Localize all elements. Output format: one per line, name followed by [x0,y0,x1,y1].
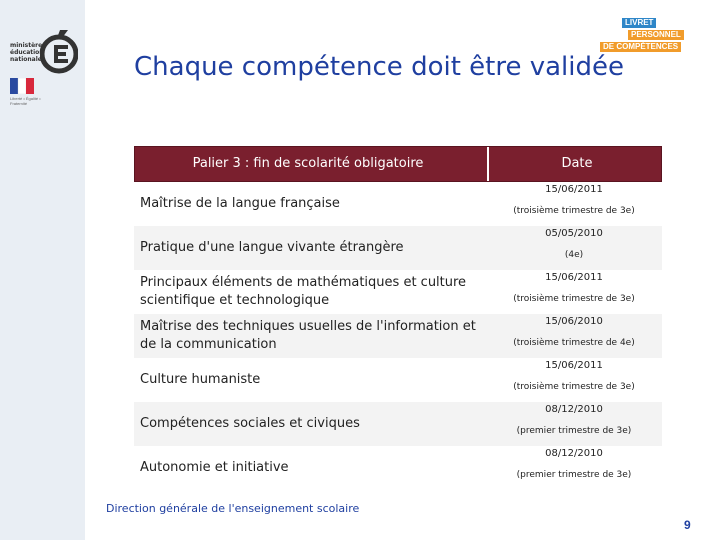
row-date: 15/06/2011 [545,184,603,195]
page-title: Chaque compétence doit être validée [134,52,624,82]
row-label: Pratique d'une langue vivante étrangère [140,240,404,255]
row-label: Maîtrise de la langue française [140,196,340,211]
row-label: Compétences sociales et civiques [140,416,360,431]
table-row [134,182,662,226]
row-date-cell [486,402,662,446]
table-row [134,226,662,270]
row-note: (4e) [564,250,584,260]
page-number: 9 [684,518,691,532]
row-note: (premier trimestre de 3e) [516,470,632,480]
table-row [134,270,662,314]
e-icon [40,28,78,76]
row-note: (troisième trimestre de 3e) [513,382,635,392]
header-date: Date [487,147,665,181]
row-date: 15/06/2011 [545,360,603,371]
competence-table [134,146,662,490]
flag-caption: Liberté • Égalité • Fraternité [10,96,41,106]
row-date: 08/12/2010 [545,448,603,459]
table-row [134,446,662,490]
row-label: Principaux éléments de mathématiques et culture scientifique et technologique [140,275,467,308]
table-row [134,402,662,446]
row-date: 15/06/2011 [545,272,603,283]
row-date-cell [486,226,662,270]
row-note: (troisième trimestre de 3e) [513,294,635,304]
row-date-cell [486,182,662,226]
table-header [134,146,662,182]
row-date-cell [486,358,662,402]
row-label: Maîtrise des techniques usuelles de l'information et de la communication [140,319,476,352]
row-label: Culture humaniste [140,372,261,387]
row-date-cell [486,270,662,314]
flag-icon [10,78,34,94]
footer-text: Direction générale de l'enseignement scolaire [106,502,360,515]
row-date: 15/06/2010 [545,316,603,327]
table-row [134,314,662,358]
ministry-logo [6,22,82,112]
header-palier: Palier 3 : fin de scolarité obligatoire [192,156,424,171]
brand-line-2: PERSONNEL [628,30,684,40]
row-date: 08/12/2010 [545,404,603,415]
table-row [134,358,662,402]
brand-line-1: LIVRET [622,18,656,28]
row-note: (troisième trimestre de 3e) [513,206,635,216]
row-date-cell [486,314,662,358]
brand-line-3: DE COMPÉTENCES [600,42,681,52]
row-date: 05/05/2010 [545,228,603,239]
ministry-text: ministère éducation nationale [10,42,44,63]
row-note: (premier trimestre de 3e) [516,426,632,436]
row-note: (troisième trimestre de 4e) [513,338,635,348]
row-label: Autonomie et initiative [140,460,289,475]
row-date-cell [486,446,662,490]
